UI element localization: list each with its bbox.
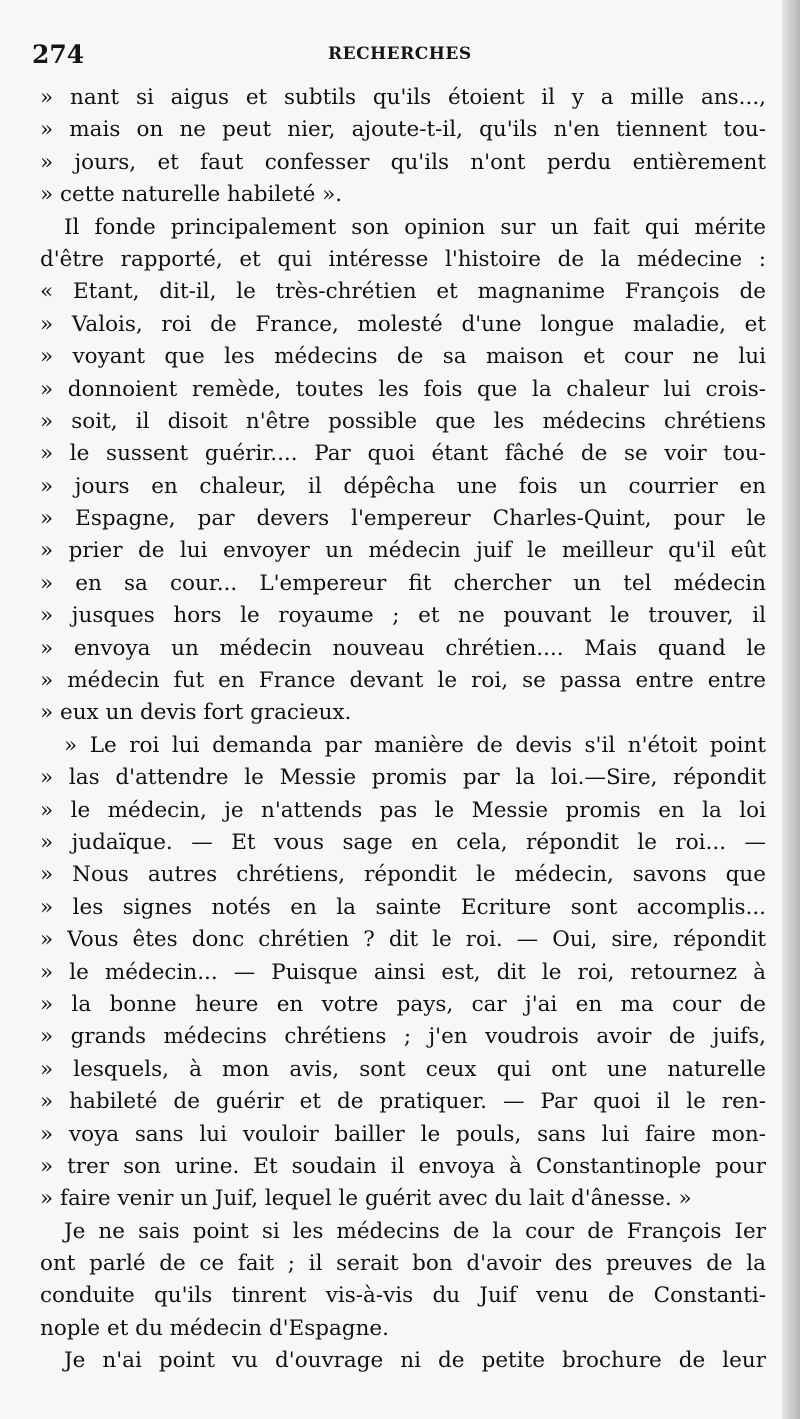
text-line: » la bonne heure en votre pays, car j'ai en ma cour de <box>40 991 766 1017</box>
text-line: » le médecin, je n'attends pas le Messie promis en la loi <box>40 797 766 823</box>
text-line: » trer son urine. Et soudain il envoya à Constantinople pour <box>40 1153 766 1179</box>
text-line: Je n'ai point vu d'ouvrage ni de petite brochure de leur <box>64 1348 766 1374</box>
text-line: ont parlé de ce fait ; il serait bon d'avoir des preuves de la <box>40 1251 766 1277</box>
text-line: » médecin fut en France devant le roi, se passa entre entre <box>40 668 766 694</box>
text-line: » en sa cour... L'empereur fit chercher un tel médecin <box>40 570 766 596</box>
text-line: » Le roi lui demanda par manière de devis s'il n'étoit point <box>64 732 766 758</box>
text-line: » nant si aigus et subtils qu'ils étoient il y a mille ans..., <box>40 85 766 110</box>
text-line: » las d'attendre le Messie promis par la loi.—Sire, répondit <box>40 765 766 791</box>
text-line: nople et du médecin d'Espagne. <box>40 1315 389 1341</box>
text-line: » Nous autres chrétiens, répondit le médecin, savons que <box>40 862 766 888</box>
text-line: » faire venir un Juif, lequel le guérit avec du lait d'ânesse. » <box>40 1186 692 1212</box>
text-line: » judaïque. — Et vous sage en cela, répondit le roi... — <box>40 829 766 855</box>
text-line: » Valois, roi de France, molesté d'une longue maladie, et <box>40 311 766 337</box>
text-line: » lesquels, à mon avis, sont ceux qui ont une naturelle <box>40 1056 766 1082</box>
text-line: » Vous êtes donc chrétien ? dit le roi. — Oui, sire, répondit <box>40 927 766 953</box>
text-line: » voya sans lui vouloir bailler le pouls, sans lui faire mon- <box>40 1121 766 1147</box>
text-line: » jours, et faut confesser qu'ils n'ont perdu entièrement <box>40 149 766 175</box>
text-line: » envoya un médecin nouveau chrétien.... Mais quand le <box>40 635 766 661</box>
text-line: » prier de lui envoyer un médecin juif le meilleur qu'il eût <box>40 538 766 564</box>
page-header <box>32 40 772 70</box>
text-line: » grands médecins chrétiens ; j'en voudrois avoir de juifs, <box>40 1024 766 1050</box>
text-line: » le médecin... — Puisque ainsi est, dit le roi, retournez à <box>40 959 766 985</box>
text-line: » cette naturelle habileté ». <box>40 182 343 208</box>
text-line: d'être rapporté, et qui intéresse l'histoire de la médecine : <box>40 246 766 272</box>
text-line: » voyant que les médecins de sa maison et cour ne lui <box>40 344 766 370</box>
body-text <box>40 82 766 1378</box>
text-line: Je ne sais point si les médecins de la cour de François Ier <box>64 1218 766 1244</box>
running-title: RECHERCHES <box>328 44 472 64</box>
text-line: Il fonde principalement son opinion sur un fait qui mérite <box>64 214 766 240</box>
text-line: « Etant, dit-il, le très-chrétien et magnanime François de <box>40 279 766 305</box>
text-line: » eux un devis fort gracieux. <box>40 700 352 726</box>
text-line: » les signes notés en la sainte Ecriture sont accomplis... <box>40 894 766 920</box>
text-line: » jours en chaleur, il dépêcha une fois un courrier en <box>40 473 766 499</box>
text-line: conduite qu'ils tinrent vis-à-vis du Juif venu de Constanti- <box>40 1283 766 1309</box>
text-line: » Espagne, par devers l'empereur Charles-Quint, pour le <box>40 506 766 532</box>
page-edge-shadow <box>782 0 800 1419</box>
text-line: » habileté de guérir et de pratiquer. — Par quoi il le ren- <box>40 1089 766 1115</box>
text-line: » le sussent guérir.... Par quoi étant fâché de se voir tou- <box>40 441 766 467</box>
text-line: » jusques hors le royaume ; et ne pouvant le trouver, il <box>40 603 766 629</box>
page-number: 274 <box>32 40 85 69</box>
text-line: » mais on ne peut nier, ajoute-t-il, qu'ils n'en tiennent tou- <box>40 117 766 143</box>
text-line: » soit, il disoit n'être possible que les médecins chrétiens <box>40 408 766 434</box>
text-line: » donnoient remède, toutes les fois que la chaleur lui crois- <box>40 376 766 402</box>
